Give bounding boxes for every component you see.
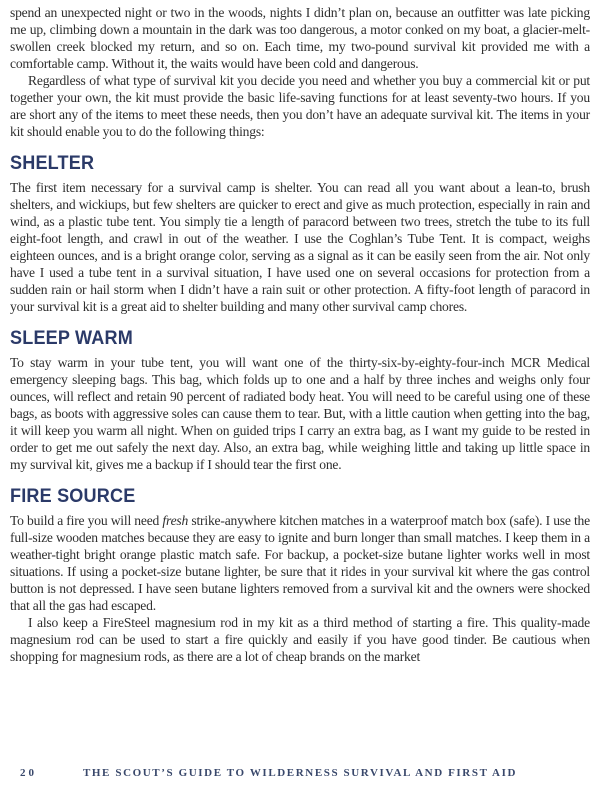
section-heading-fire-source: FIRE SOURCE <box>10 486 136 507</box>
page-number: 20 <box>20 767 37 779</box>
section-heading-shelter: SHELTER <box>10 153 95 174</box>
fire-source-text-after-italic: strike-anywhere kitchen matches in a waterproof match box (safe). I use the full-size wooden matches because they are easy to ignite and burn longer than small matches. I keep them in a weather-tight bright orange plastic match safe. For backup, a pocket-size butane lighter works well in most situations. If using a pocket-size butane lighter, be sure that it rides in your survival kit where the gas control button is not depressed. I have seen butane lighters removed from a survival kit and the owners were shocked that all the gas had escaped. <box>10 513 590 613</box>
section-heading-sleep-warm: SLEEP WARM <box>10 328 133 349</box>
footer-book-title: THE SCOUT’S GUIDE TO WILDERNESS SURVIVAL AND FIRST AID <box>82 767 518 779</box>
intro-paragraph-regardless: Regardless of what type of survival kit you decide you need and whether you buy a commercial kit or put together your own, the kit must provide the basic life-saving functions for at least seventy-two hours. If you are short any of the items to meet these needs, then you don’t have an adequate survival kit. The items in your kit should enable you to do the following things: <box>10 73 590 139</box>
fire-source-paragraph <box>10 512 590 614</box>
intro-paragraph-continuation: spend an unexpected night or two in the woods, nights I didn’t plan on, because an outfitter was late picking me up, climbing down a mountain in the dark was too dangerous, a motor conked on my boat, a glacier-melt-swollen creek blocked my return, and so on. Each time, my two-pound survival kit provided me with a comfortable camp. Without it, the waits would have been cold and dangerous. <box>10 5 590 71</box>
sleep-warm-paragraph: To stay warm in your tube tent, you will want one of the thirty-six-by-eighty-four-inch MCR Medical emergency sleeping bags. This bag, which folds up to one and a half by three inches and weighs only four ounces, will reflect and retain 90 percent of radiated body heat. You will need to be careful using one of these bags, as boots with aggressive soles can cause them to tear. But, with a little caution when getting into the bag, it will keep you warm all night. When on guided trips I carry an extra bag, as I want my guide to be rested in order to get me out safely the next day. Also, an extra bag, while weighing little and taking up little space in my survival kit, gives me a backup if I should tear the first one. <box>10 355 590 472</box>
italic-word-fresh: fresh <box>162 513 189 528</box>
fire-source-text-before-italic: To build a fire you will need <box>10 513 163 528</box>
page-footer <box>0 767 600 783</box>
fire-source-paragraph-magnesium: I also keep a FireSteel magnesium rod in my kit as a third method of starting a fire. This quality-made magnesium rod can be used to start a fire quickly and easily if you have good tinder. Be cautious when shopping for magnesium rods, as there are a lot of cheap brands on the market <box>10 615 590 664</box>
shelter-paragraph: The first item necessary for a survival camp is shelter. You can read all you want about a lean-to, brush shelters, and wickiups, but few shelters are quicker to erect and give as much protection, especially in rain and wind, as a plastic tube tent. You simply tie a length of paracord between two trees, stretch the tube to its full eight-foot length, and crawl in out of the weather. I use the Coghlan’s Tube Tent. It is compact, weighs eighteen ounces, and is a bright orange color, serving as a signal as it can be easily seen from the air. Not only have I used a tube tent in a survival situation, I have used one on several occasions for protection from a sudden rain or hail storm when I didn’t have a rain suit or other protection. A fifty-foot length of paracord in your survival kit is a great aid to shelter building and many other survival camp chores. <box>10 180 590 314</box>
